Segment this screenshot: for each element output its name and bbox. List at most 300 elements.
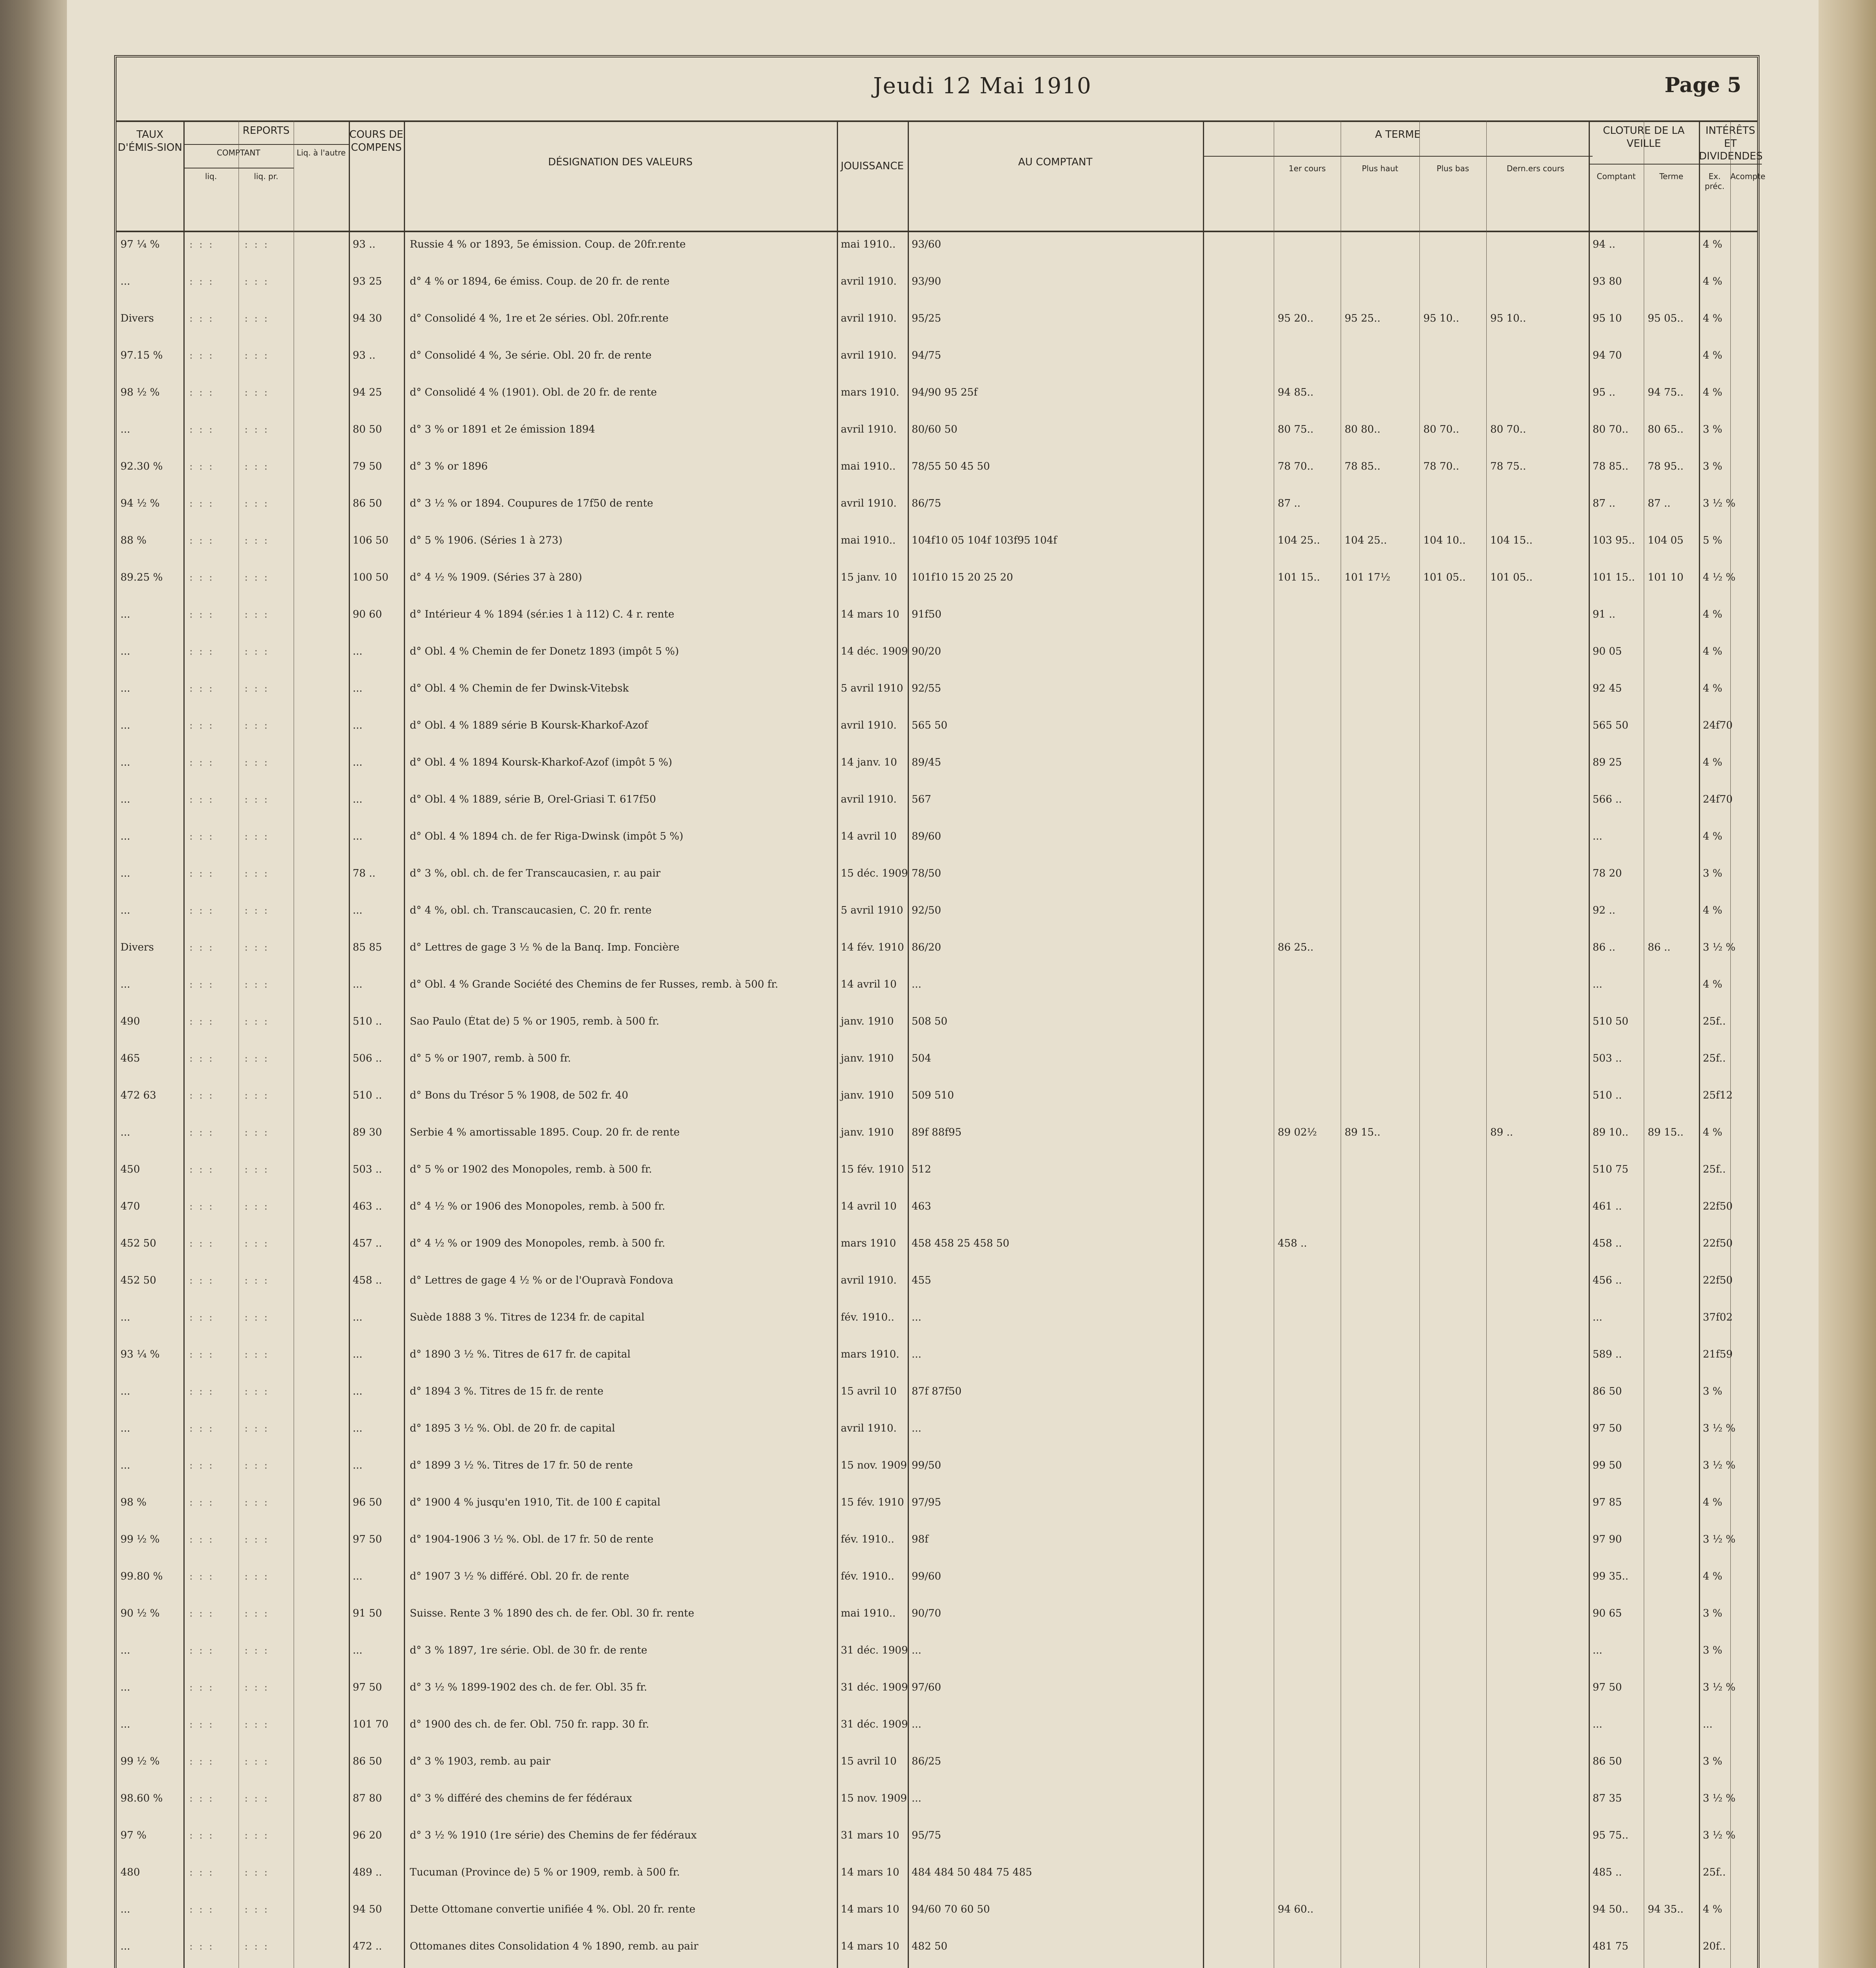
leader-dots: : : : [189,1718,214,1730]
cell-cloture-comptant: ... [1593,978,1602,990]
cell-taux: 472 63 [120,1089,156,1101]
cell-designation: d° Lettres de gage 4 ½ % or de l'Oupravà Fondova [410,1274,673,1286]
col-comptant-sub: COMPTANT [216,148,261,157]
cell-interets: 4 % [1703,313,1722,324]
cell-designation: d° 3 % différé des chemins de fer fédéraux [410,1792,632,1804]
cell-comptant: 93/60 [912,239,941,250]
cell-jouissance: 15 janv. 10 [841,572,897,583]
leader-dots: : : : [189,1126,214,1138]
cell-interets: 4 % [1703,683,1722,694]
cell-designation: d° Lettres de gage 3 ½ % de la Banq. Imp. Foncière [410,941,679,953]
cell-interets: 25f12 [1703,1089,1733,1101]
cell-comptant: 95/25 [912,313,941,324]
book-spine-left [0,0,67,1968]
cell-taux: ... [120,867,130,879]
cell-designation: d° Obl. 4 % Grande Société des Chemins de fer Russes, remb. à 500 fr. [410,978,779,990]
col-rule [349,120,350,1968]
col-cloture-terme: Terme [1659,172,1684,181]
cell-interets: 4 % [1703,978,1722,990]
cell-designation: d° Obl. 4 % 1894 ch. de fer Riga-Dwinsk (impôt 5 %) [410,830,683,842]
cell-comptant: 80/60 50 [912,424,958,435]
leader-dots: : : : [189,1311,214,1323]
col-rule [1589,120,1590,1968]
cell-plus-haut: 80 80.. [1345,424,1380,435]
cell-designation: d° 1895 3 ½ %. Obl. de 20 fr. de capital [410,1422,615,1434]
page-number: Page 5 [1664,73,1741,97]
cell-designation: d° 4 %, obl. ch. Transcaucasien, C. 20 fr. rente [410,904,652,916]
leader-dots: : : : [189,1644,214,1656]
page-date: Jeudi 12 Mai 1910 [873,73,1092,99]
cell-cloture-comptant: 589 .. [1593,1348,1622,1360]
cell-cloture-comptant: 89 25 [1593,756,1622,768]
cell-taux: 97.15 % [120,350,163,361]
cell-taux: 470 [120,1200,140,1212]
leader-dots: : : : [189,1866,214,1878]
cell-plus-bas: 95 10.. [1423,313,1459,324]
cell-plus-bas: 101 05.. [1423,572,1466,583]
cell-interets: 4 % [1703,904,1722,916]
leader-dots: : : : [244,535,269,546]
leader-dots: : : : [244,424,269,435]
cell-interets: 4 % [1703,756,1722,768]
cell-comptant: ... [912,1348,921,1360]
cell-cloture-terme: 95 05.. [1648,313,1684,324]
cell-interets: 4 % [1703,239,1722,250]
cell-interets: 3 % [1703,1385,1722,1397]
cell-designation: d° 5 % 1906. (Séries 1 à 273) [410,535,562,546]
cell-jouissance: janv. 1910 [841,1126,894,1138]
cell-interets: 25f.. [1703,1015,1726,1027]
cell-interets: 25f.. [1703,1163,1726,1175]
cell-cloture-terme: 104 05 [1648,535,1684,546]
cell-cours: ... [353,1311,363,1323]
cell-taux: ... [120,1940,130,1952]
leader-dots: : : : [189,1607,214,1619]
cell-cloture-comptant: ... [1593,1644,1602,1656]
cell-cloture-comptant: 94 50.. [1593,1903,1628,1915]
cell-comptant: 97/95 [912,1496,941,1508]
cell-designation: d° 1899 3 ½ %. Titres de 17 fr. 50 de rente [410,1459,633,1471]
leader-dots: : : : [189,609,214,620]
cell-comptant: 512 [912,1163,931,1175]
cell-comptant: 93/90 [912,276,941,287]
leader-dots: : : : [189,313,214,324]
cell-designation: d° 3 %, obl. ch. de fer Transcaucasien, r. au pair [410,867,660,879]
leader-dots: : : : [244,1681,269,1693]
cell-comptant: 89f 88f95 [912,1126,962,1138]
cell-comptant: 508 50 [912,1015,947,1027]
cell-premier-cours: 94 85.. [1278,387,1314,398]
leader-dots: : : : [244,387,269,398]
cell-comptant: 463 [912,1200,931,1212]
cell-interets: 4 % [1703,387,1722,398]
cell-dernier-cours: 104 15.. [1490,535,1533,546]
cell-comptant: 87f 87f50 [912,1385,962,1397]
cell-designation: d° Consolidé 4 % (1901). Obl. de 20 fr. de rente [410,387,657,398]
cell-cloture-comptant: 97 50 [1593,1681,1622,1693]
cell-comptant: ... [912,1311,921,1323]
cell-cloture-comptant: 78 20 [1593,867,1622,879]
cell-cloture-comptant: 481 75 [1593,1940,1628,1952]
cell-interets: 3 % [1703,1607,1722,1619]
cell-cours: 78 .. [353,867,376,879]
cell-designation: d° Intérieur 4 % 1894 (sér.ies 1 à 112) C. 4 r. rente [410,609,674,620]
cell-interets: 3 % [1703,867,1722,879]
cell-designation: d° 4 % or 1894, 6e émiss. Coup. de 20 fr. de rente [410,276,670,287]
cell-taux: ... [120,793,130,805]
cell-cloture-terme: 94 35.. [1648,1903,1684,1915]
cell-cours: 89 30 [353,1126,382,1138]
leader-dots: : : : [189,1681,214,1693]
leader-dots: : : : [189,646,214,657]
cell-cours: 87 80 [353,1792,382,1804]
cell-interets: 20f.. [1703,1940,1726,1952]
cell-premier-cours: 80 75.. [1278,424,1314,435]
col-rule [1203,120,1204,1968]
leader-dots: : : : [244,1052,269,1064]
cell-interets: 22f50 [1703,1274,1733,1286]
leader-dots: : : : [244,1311,269,1323]
cell-comptant: 455 [912,1274,931,1286]
cell-cloture-comptant: 503 .. [1593,1052,1622,1064]
leader-dots: : : : [244,276,269,287]
cell-taux: 465 [120,1052,140,1064]
col-interets-header: INTÉRÊTS ET DIVIDENDES [1699,125,1763,162]
cell-interets: 4 % [1703,830,1722,842]
leader-dots: : : : [189,424,214,435]
leader-dots: : : : [189,1496,214,1508]
cell-dernier-cours: 80 70.. [1490,424,1526,435]
cell-taux: 480 [120,1866,140,1878]
cell-jouissance: mai 1910.. [841,239,896,250]
cell-comptant: 97/60 [912,1681,941,1693]
cell-cours: 96 50 [353,1496,382,1508]
cell-interets: 4 % [1703,609,1722,620]
cell-taux: ... [120,1644,130,1656]
cell-taux: 94 ½ % [120,498,160,509]
cell-cours: 503 .. [353,1163,382,1175]
cell-cloture-terme: 87 .. [1648,498,1671,509]
cell-cloture-comptant: 565 50 [1593,720,1628,731]
cell-cloture-comptant: 99 35.. [1593,1570,1628,1582]
cell-interets: 21f59 [1703,1348,1733,1360]
cell-jouissance: 31 mars 10 [841,1829,899,1841]
cell-jouissance: avril 1910. [841,276,897,287]
cell-designation: d° Obl. 4 % Chemin de fer Dwinsk-Vitebsk [410,683,629,694]
cell-designation: d° Obl. 4 % 1894 Koursk-Kharkof-Azof (impôt 5 %) [410,756,672,768]
cell-cloture-comptant: 95 10 [1593,313,1622,324]
cell-designation: d° Consolidé 4 %, 1re et 2e séries. Obl. 20fr.rente [410,313,669,324]
cell-cours: 90 60 [353,609,382,620]
cell-jouissance: avril 1910. [841,1422,897,1434]
col-acompte: Acompte [1730,172,1765,181]
cell-cours: ... [353,904,363,916]
cell-interets: 24f70 [1703,720,1733,731]
col-reports-header: REPORTS [242,125,290,137]
cell-taux: 88 % [120,535,147,546]
table-header [117,120,1765,232]
cell-cours: 106 50 [353,535,389,546]
cell-cours: 100 50 [353,572,389,583]
cell-premier-cours: 94 60.. [1278,1903,1314,1915]
leader-dots: : : : [189,941,214,953]
leader-dots: : : : [189,830,214,842]
cell-taux: ... [120,424,130,435]
cell-interets: 4 % [1703,1126,1722,1138]
cell-cloture-comptant: 90 05 [1593,646,1622,657]
leader-dots: : : : [244,1755,269,1767]
cell-interets: 25f.. [1703,1866,1726,1878]
cell-designation: d° 1900 des ch. de fer. Obl. 750 fr. rapp. 30 fr. [410,1718,649,1730]
cell-premier-cours: 458 .. [1278,1237,1307,1249]
page-edges-right [1819,0,1876,1968]
col-rule [1419,120,1420,1968]
cell-designation: Ottomanes dites Consolidation 4 % 1890, remb. au pair [410,1940,699,1952]
leader-dots: : : : [189,1829,214,1841]
leader-dots: : : : [244,1237,269,1249]
cell-cours: ... [353,793,363,805]
cell-interets: 22f50 [1703,1200,1733,1212]
cell-designation: d° 4 ½ % or 1906 des Monopoles, remb. à 500 fr. [410,1200,665,1212]
leader-dots: : : : [244,609,269,620]
cell-designation: d° 1907 3 ½ % différé. Obl. 20 fr. de rente [410,1570,629,1582]
leader-dots: : : : [244,239,269,250]
cell-interets: 3 ½ % [1703,941,1735,953]
cell-taux: 98 % [120,1496,147,1508]
leader-dots: : : : [244,1200,269,1212]
cell-cloture-comptant: 510 .. [1593,1089,1622,1101]
cell-jouissance: janv. 1910 [841,1015,894,1027]
cell-designation: Sao Paulo (État de) 5 % or 1905, remb. à 500 fr. [410,1015,659,1027]
cell-jouissance: avril 1910. [841,313,897,324]
leader-dots: : : : [189,350,214,361]
cell-cloture-terme: 89 15.. [1648,1126,1684,1138]
cell-designation: Serbie 4 % amortissable 1895. Coup. 20 fr. de rente [410,1126,680,1138]
leader-dots: : : : [244,1718,269,1730]
cell-cloture-comptant: 92 .. [1593,904,1615,916]
cell-plus-haut: 95 25.. [1345,313,1380,324]
col-jouissance-header: JOUISSANCE [840,160,904,172]
cell-jouissance: mars 1910. [841,1348,899,1360]
cell-cloture-comptant: 86 50 [1593,1755,1622,1767]
cell-cours: 94 30 [353,313,382,324]
cell-jouissance: 15 déc. 1909 [841,867,908,879]
cell-taux: 90 ½ % [120,1607,160,1619]
cell-plus-haut: 89 15.. [1345,1126,1380,1138]
cell-taux: 490 [120,1015,140,1027]
cell-cours: ... [353,830,363,842]
cell-taux: ... [120,830,130,842]
cell-cloture-comptant: 458 .. [1593,1237,1622,1249]
cell-cours: 86 50 [353,498,382,509]
cell-cours: 79 50 [353,461,382,472]
cell-cloture-comptant: 91 .. [1593,609,1615,620]
cell-cloture-comptant: 95 75.. [1593,1829,1628,1841]
col-liq-pr: liq. pr. [254,172,278,181]
cell-plus-bas: 104 10.. [1423,535,1466,546]
cell-jouissance: janv. 1910 [841,1052,894,1064]
cell-interets: 3 % [1703,1644,1722,1656]
cell-jouissance: mai 1910.. [841,535,896,546]
col-liq: liq. [205,172,217,181]
leader-dots: : : : [244,941,269,953]
cell-cloture-comptant: 78 85.. [1593,461,1628,472]
cell-taux: ... [120,1126,130,1138]
cell-taux: ... [120,1385,130,1397]
cell-jouissance: 14 mars 10 [841,1903,899,1915]
cell-cours: 94 50 [353,1903,382,1915]
cell-comptant: 86/25 [912,1755,941,1767]
cell-cloture-comptant: 89 10.. [1593,1126,1628,1138]
leader-dots: : : : [189,867,214,879]
cell-designation: d° 3 % or 1891 et 2e émission 1894 [410,424,595,435]
cell-cours: 458 .. [353,1274,382,1286]
cell-cloture-comptant: 95 .. [1593,387,1615,398]
cell-taux: ... [120,276,130,287]
cell-dernier-cours: 101 05.. [1490,572,1533,583]
leader-dots: : : : [189,1533,214,1545]
cell-jouissance: 14 avril 10 [841,830,897,842]
cell-cours: 97 50 [353,1681,382,1693]
cell-comptant: 565 50 [912,720,947,731]
cell-taux: 97 % [120,1829,147,1841]
cell-plus-haut: 104 25.. [1345,535,1387,546]
leader-dots: : : : [244,461,269,472]
cell-cours: 80 50 [353,424,382,435]
cell-taux: ... [120,609,130,620]
cell-jouissance: mai 1910.. [841,461,896,472]
cell-designation: d° Obl. 4 % 1889, série B, Orel-Griasi T. 617f50 [410,793,656,805]
cell-designation: d° Obl. 4 % Chemin de fer Donetz 1893 (impôt 5 %) [410,646,679,657]
col-rule [1699,120,1700,1968]
cell-jouissance: 5 avril 1910 [841,904,903,916]
cell-designation: d° Consolidé 4 %, 3e série. Obl. 20 fr. de rente [410,350,652,361]
cell-comptant: 98f [912,1533,929,1545]
cell-cours: ... [353,978,363,990]
cell-jouissance: 14 janv. 10 [841,756,897,768]
leader-dots: : : : [244,313,269,324]
cell-cloture-comptant: ... [1593,1718,1602,1730]
cell-taux: ... [120,646,130,657]
cell-jouissance: mai 1910.. [841,1607,896,1619]
cell-interets: 4 % [1703,646,1722,657]
col-plus-haut: Plus haut [1362,164,1399,173]
cell-interets: 4 % [1703,1496,1722,1508]
leader-dots: : : : [244,1385,269,1397]
cell-dernier-cours: 89 .. [1490,1126,1513,1138]
cell-premier-cours: 78 70.. [1278,461,1314,472]
cell-interets: 3 ½ % [1703,1681,1735,1693]
cell-interets: 3 ½ % [1703,498,1735,509]
cell-cloture-terme: 101 10 [1648,572,1684,583]
cell-comptant: 99/50 [912,1459,941,1471]
cell-taux: 98.60 % [120,1792,163,1804]
leader-dots: : : : [189,978,214,990]
leader-dots: : : : [189,683,214,694]
cell-cours: 510 .. [353,1015,382,1027]
cell-designation: d° 4 ½ % or 1909 des Monopoles, remb. à 500 fr. [410,1237,665,1249]
cell-comptant: 458 458 25 458 50 [912,1237,1010,1249]
cell-dernier-cours: 78 75.. [1490,461,1526,472]
cell-comptant: 86/20 [912,941,941,953]
leader-dots: : : : [244,1496,269,1508]
cell-comptant: 504 [912,1052,931,1064]
cell-designation: d° 3 % or 1896 [410,461,488,472]
cell-comptant: 89/45 [912,756,941,768]
leader-dots: : : : [244,1940,269,1952]
leader-dots: : : : [189,1459,214,1471]
leader-dots: : : : [244,1903,269,1915]
cell-designation: Russie 4 % or 1893, 5e émission. Coup. de 20fr.rente [410,239,686,250]
cell-designation: Suède 1888 3 %. Titres de 1234 fr. de capital [410,1311,645,1323]
cell-jouissance: fév. 1910.. [841,1570,894,1582]
cell-designation: d° Bons du Trésor 5 % 1908, de 502 fr. 40 [410,1089,628,1101]
cell-designation: d° 3 ½ % 1899-1902 des ch. de fer. Obl. 35 fr. [410,1681,648,1693]
cell-designation: Suisse. Rente 3 % 1890 des ch. de fer. Obl. 30 fr. rente [410,1607,694,1619]
cell-jouissance: fév. 1910.. [841,1533,894,1545]
leader-dots: : : : [244,1607,269,1619]
cell-comptant: 482 50 [912,1940,947,1952]
cell-cours: 91 50 [353,1607,382,1619]
cell-plus-haut: 101 17½ [1345,572,1391,583]
cell-jouissance: avril 1910. [841,793,897,805]
leader-dots: : : : [189,498,214,509]
cell-cours: ... [353,756,363,768]
cell-cours: ... [353,1385,363,1397]
cell-cloture-comptant: 566 .. [1593,793,1622,805]
cell-cours: ... [353,1570,363,1582]
cell-cloture-comptant: 87 .. [1593,498,1615,509]
cell-jouissance: 14 déc. 1909 [841,646,908,657]
cell-premier-cours: 87 .. [1278,498,1301,509]
cell-jouissance: avril 1910. [841,350,897,361]
col-liq-autre: Liq. à l'autre [296,148,346,157]
leader-dots: : : : [189,1903,214,1915]
leader-dots: : : : [244,830,269,842]
cell-plus-bas: 80 70.. [1423,424,1459,435]
cell-premier-cours: 101 15.. [1278,572,1320,583]
cell-cloture-comptant: ... [1593,1311,1602,1323]
cell-comptant: 78/55 50 45 50 [912,461,990,472]
leader-dots: : : : [189,1274,214,1286]
cell-jouissance: avril 1910. [841,720,897,731]
cell-jouissance: 31 déc. 1909 [841,1681,908,1693]
cell-taux: ... [120,683,130,694]
cell-comptant: ... [912,1792,921,1804]
cell-comptant: 89/60 [912,830,941,842]
cell-cloture-comptant: 103 95.. [1593,535,1635,546]
cell-comptant: 94/75 [912,350,941,361]
cell-interets: 37f02 [1703,1311,1733,1323]
leader-dots: : : : [244,1533,269,1545]
cell-interets: 3 ½ % [1703,1829,1735,1841]
cell-plus-haut: 78 85.. [1345,461,1380,472]
cell-jouissance: 31 déc. 1909 [841,1718,908,1730]
leader-dots: : : : [189,1422,214,1434]
leader-dots: : : : [244,1866,269,1878]
cell-jouissance: 14 avril 10 [841,1200,897,1212]
cell-jouissance: 14 mars 10 [841,609,899,620]
cell-designation: d° 5 % or 1902 des Monopoles, remb. à 500 fr. [410,1163,652,1175]
cell-interets: 3 % [1703,461,1722,472]
cell-jouissance: avril 1910. [841,1274,897,1286]
leader-dots: : : : [189,793,214,805]
leader-dots: : : : [244,756,269,768]
cell-comptant: 101f10 15 20 25 20 [912,572,1013,583]
leader-dots: : : : [244,646,269,657]
cell-comptant: 104f10 05 104f 103f95 104f [912,535,1057,546]
leader-dots: : : : [189,1570,214,1582]
